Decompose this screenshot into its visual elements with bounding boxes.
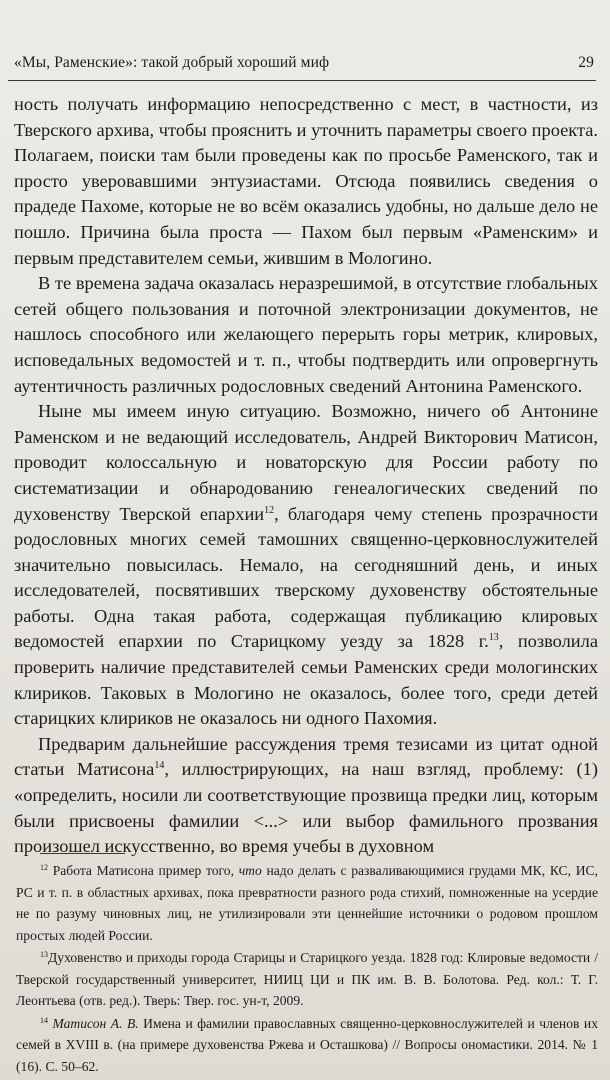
paragraph-text: , иллюстрирующих, на наш взгляд, проблему: (1) «определить, носили ли соответствующие прозвища предки лиц, которым были присвоены фамилии <...> или выбор фамильного прозвания произошел искусственно, во время учебы в духовном xyxy=(14,759,598,857)
footnote-divider xyxy=(40,853,125,854)
main-text xyxy=(14,92,598,860)
footnote xyxy=(16,947,598,1012)
paragraph: ность получать информацию непосредственно с мест, в частности, из Тверского архива, чтобы прояснить и уточнить параметры своего проекта. Полагаем, поиски там были проведены как по просьбе Раменского, так и просто уверовавшими энтузиастами. Отсюда появились сведения о прадеде Пахоме, которые не во всём оказались удобны, но дальше дело не пошло. Причина была проста — Пахом был первым «Раменским» и первым представителем семьи, жившим в Мологино. xyxy=(14,94,598,268)
footnote-ref[interactable]: 12 xyxy=(264,504,275,516)
paragraph xyxy=(14,732,598,860)
footnote-emphasis: что xyxy=(238,863,262,878)
paragraph-text: , позволила проверить наличие представителей семьи Раменских среди мологинских клириков. Таковых в Мологино не оказалось, более того, среди детей старицких клириков не оказалось ни одного Пахомия. xyxy=(14,631,598,729)
footnote-mark: 14 xyxy=(40,1015,48,1025)
footnotes xyxy=(16,860,598,1078)
footnote-text: Имена и фамилии православных священно-церковнослужителей и членов их семей в XVIII в. (на примере духовенства Ржева и Осташкова) // Вопросы ономастики. 2014. № 1 (16). С. 50–62. xyxy=(16,1015,598,1074)
footnote-ref[interactable]: 13 xyxy=(488,632,499,644)
footnote-ref[interactable]: 14 xyxy=(154,760,165,772)
paragraph: В те времена задача оказалась неразрешимой, в отсутствие глобальных сетей общего пользования и поточной электронизации документов, не нашлось способного или желающего перерыть горы метрик, клировых, исповедальных ведомостей и т. п., чтобы подтвердить или опровергнуть аутентичность различных родословных сведений Антонина Раменского. xyxy=(14,273,598,396)
footnote xyxy=(16,860,598,946)
footnote-text: Работа Матисона пример того, xyxy=(48,863,239,878)
footnote-text: Духовенство и приходы города Старицы и Старицкого уезда. 1828 год: Клировые ведомости / Тверской государственный университет, НИИЦ ЦИ и ПК им. В. В. Болотова. Ред. кол.: Т. Г. Леонтьева (отв. ред.). Тверь: Твер. гос. ун-т, 2009. xyxy=(16,950,598,1008)
footnote-mark: 12 xyxy=(40,863,48,872)
paragraph-text: Предварим дальнейшие рассуждения тремя тезисами из цитат одной статьи Матисона xyxy=(14,733,598,780)
paragraph xyxy=(14,399,598,732)
footnote xyxy=(16,1013,598,1078)
running-header xyxy=(8,50,596,81)
footnote-text: надо делать с разваливающимися грудами МК, КС, ИС, РС и т. п. в областных архивах, пока превратности разного рода стихий, помноженные на усердие не по разуму чиновных лиц, не утилизировали эти ценнейшие источники о родовом прошлом простых людей России. xyxy=(16,863,599,943)
paragraph-text: , благодаря чему степень прозрачности родословных многих семей тамошних священно-церковнослужителей значительно повысилась. Немало, на сегодняшний день, и иных исследователей, посвятивших тверскому духовенству обстоятельные работы. Одна такая работа, содержащая публикацию клировых ведомостей епархии по Старицкому уезду за 1828 г. xyxy=(14,503,598,652)
footnote-mark: 13 xyxy=(40,950,48,959)
running-title: «Мы, Раменские»: такой добрый хороший миф xyxy=(14,54,330,71)
paragraph-text: Ныне мы имеем иную ситуацию. Возможно, ничего об Антонине Раменском и не ведающий исследователь, Андрей Викторович Матисон, проводит колоссальную и новаторскую для России работу по систематизации и обнародованию генеалогических сведений по духовенству Тверской епархии xyxy=(14,401,598,524)
page-number: 29 xyxy=(578,54,594,71)
footnote-author: Матисон А. В. xyxy=(52,1015,139,1031)
